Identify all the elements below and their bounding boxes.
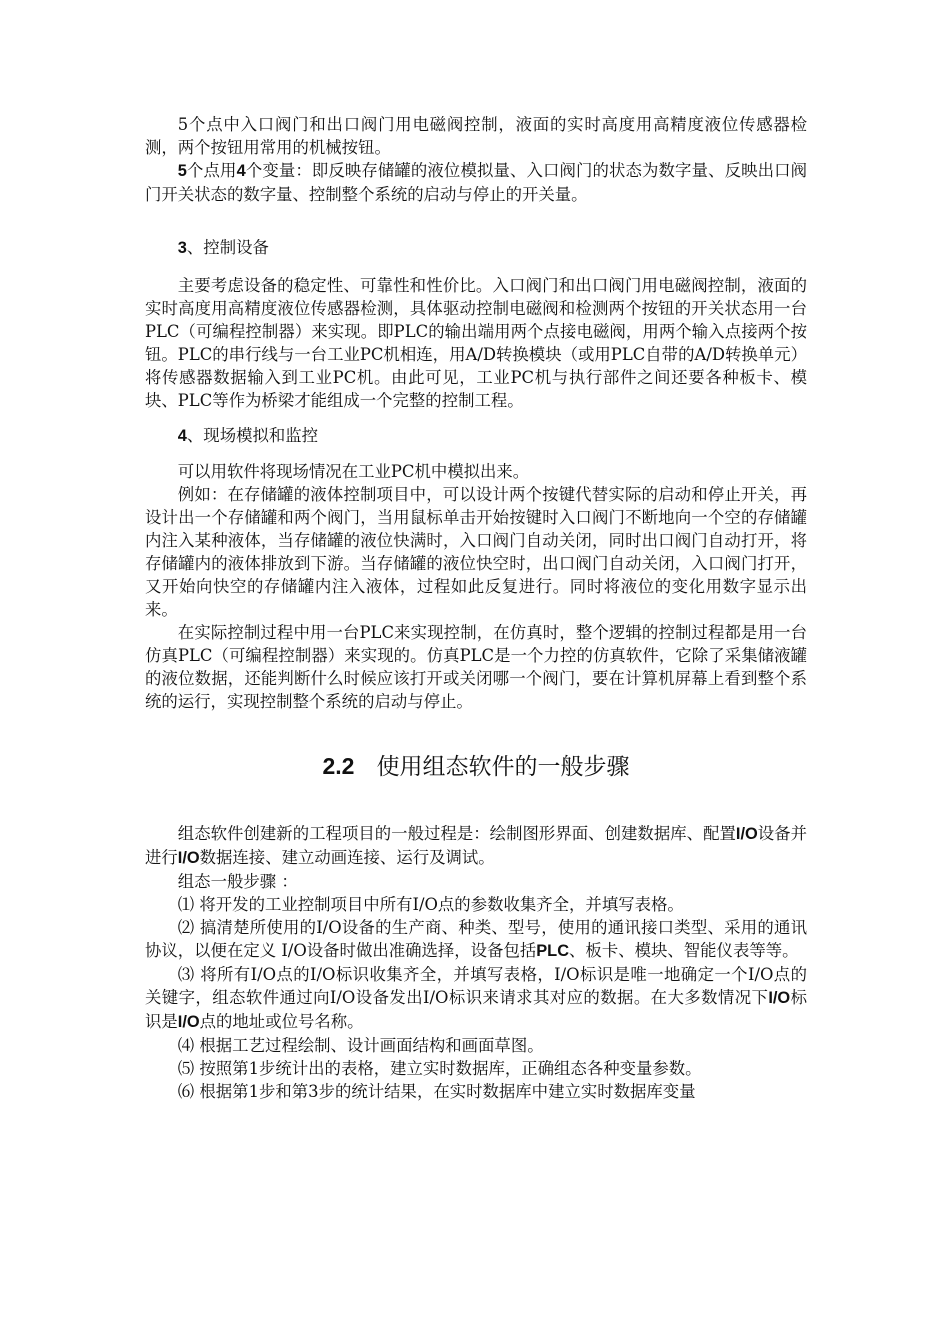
section-3-paragraph: 主要考虑设备的稳定性、可靠性和性价比。入口阀门和出口阀门用电磁阀控制，液面的实时高度用高精度液位传感器检测，具体驱动控制电磁阀和检测两个按钮的开关状态用一台PLC（可编程控制器）来实现。即PLC的输出端用两个点接电磁阀，用两个输入点接两个按钮。PLC的串行线与一台工业PC机相连，用A/D转换模块（或用PLC自带的A/D转换单元）将传感器数据输入到工业PC机。由此可见，工业PC机与执行部件之间还要各种板卡、模块、PLC等作为桥梁才能组成一个完整的控制工程。 <box>145 276 807 410</box>
step-1: ⑴ 将开发的工业控制项目中所有I/O点的参数收集齐全，并填写表格。 <box>177 895 684 914</box>
steps-intro-paragraph: 组态软件创建新的工程项目的一般过程是：绘制图形界面、创建数据库、配置I/O设备并进行I/O数据连接、建立动画连接、运行及调试。 <box>145 824 808 867</box>
section-number: 4 <box>177 427 187 445</box>
step-4: ⑷ 根据工艺过程绘制、设计画面结构和画面草图。 <box>177 1036 544 1055</box>
step-3: ⑶ 将所有I/O点的I/O标识收集齐全，并填写表格，I/O标识是唯一地确定一个I/O点的关键字，组态软件通过向I/O设备发出I/O标识来请求其对应的数据。在大多数情况下I/O标识是I/O点的地址或位号名称。 <box>145 965 807 1031</box>
section-3-heading: 3、控制设备 <box>177 238 269 257</box>
document-body <box>145 113 807 1103</box>
section-4-paragraph-2: 例如：在存储罐的液体控制项目中，可以设计两个按键代替实际的启动和停止开关，再设计出一个存储罐和两个阀门，当用鼠标单击开始按键时入口阀门不断地向一个空的存储罐内注入某种液体，当存储罐的液位快满时，入口阀门自动关闭，同时出口阀门自动打开，将存储罐内的液体排放到下游。当存储罐的液位快空时，出口阀门自动关闭，入口阀门打开，又开始向快空的存储罐内注入液体，过程如此反复进行。同时将液位的变化用数字显示出来。 <box>145 485 807 619</box>
section-4-paragraph-3: 在实际控制过程中用一台PLC来实现控制，在仿真时，整个逻辑的控制过程都是用一台仿真PLC（可编程控制器）来实现的。仿真PLC是一个力控的仿真软件，它除了采集储液罐的液位数据，还能判断什么时候应该打开或关闭哪一个阀门，要在计算机屏幕上看到整个系统的运行，实现控制整个系统的启动与停止。 <box>145 623 807 711</box>
section-heading-2-2 <box>145 751 807 782</box>
bold-number: 4 <box>236 162 246 180</box>
step-6: ⑹ 根据第1步和第3步的统计结果，在实时数据库中建立实时数据库变量 <box>177 1082 696 1101</box>
step-5: ⑸ 按照第1步统计出的表格，建立实时数据库，正确组态各种变量参数。 <box>177 1059 702 1078</box>
intro-paragraph-1: 5个点中入口阀门和出口阀门用电磁阀控制，液面的实时高度用高精度液位传感器检测，两个按钮用常用的机械按钮。 <box>145 115 807 157</box>
section-4-heading: 4、现场模拟和监控 <box>177 426 319 445</box>
heading-title: 使用组态软件的一般步骤 <box>376 754 630 780</box>
section-number: 3 <box>177 239 187 257</box>
section-4-paragraph-1: 可以用软件将现场情况在工业PC机中模拟出来。 <box>177 462 530 481</box>
bold-number: 5 <box>177 162 187 180</box>
intro-paragraph-2: 5个点用4个变量：即反映存储罐的液位模拟量、入口阀门的状态为数字量、反映出口阀门开关状态的数字量、控制整个系统的启动与停止的开关量。 <box>145 161 808 204</box>
heading-number: 2.2 <box>322 753 355 779</box>
steps-label: 组态一般步骤 ： <box>177 872 298 891</box>
step-2: ⑵ 搞清楚所使用的I/O设备的生产商、种类、型号，使用的通讯接口类型、采用的通讯协议，以便在定义 I/O设备时做出准确选择，设备包括PLC、板卡、模块、智能仪表等等。 <box>145 918 807 960</box>
